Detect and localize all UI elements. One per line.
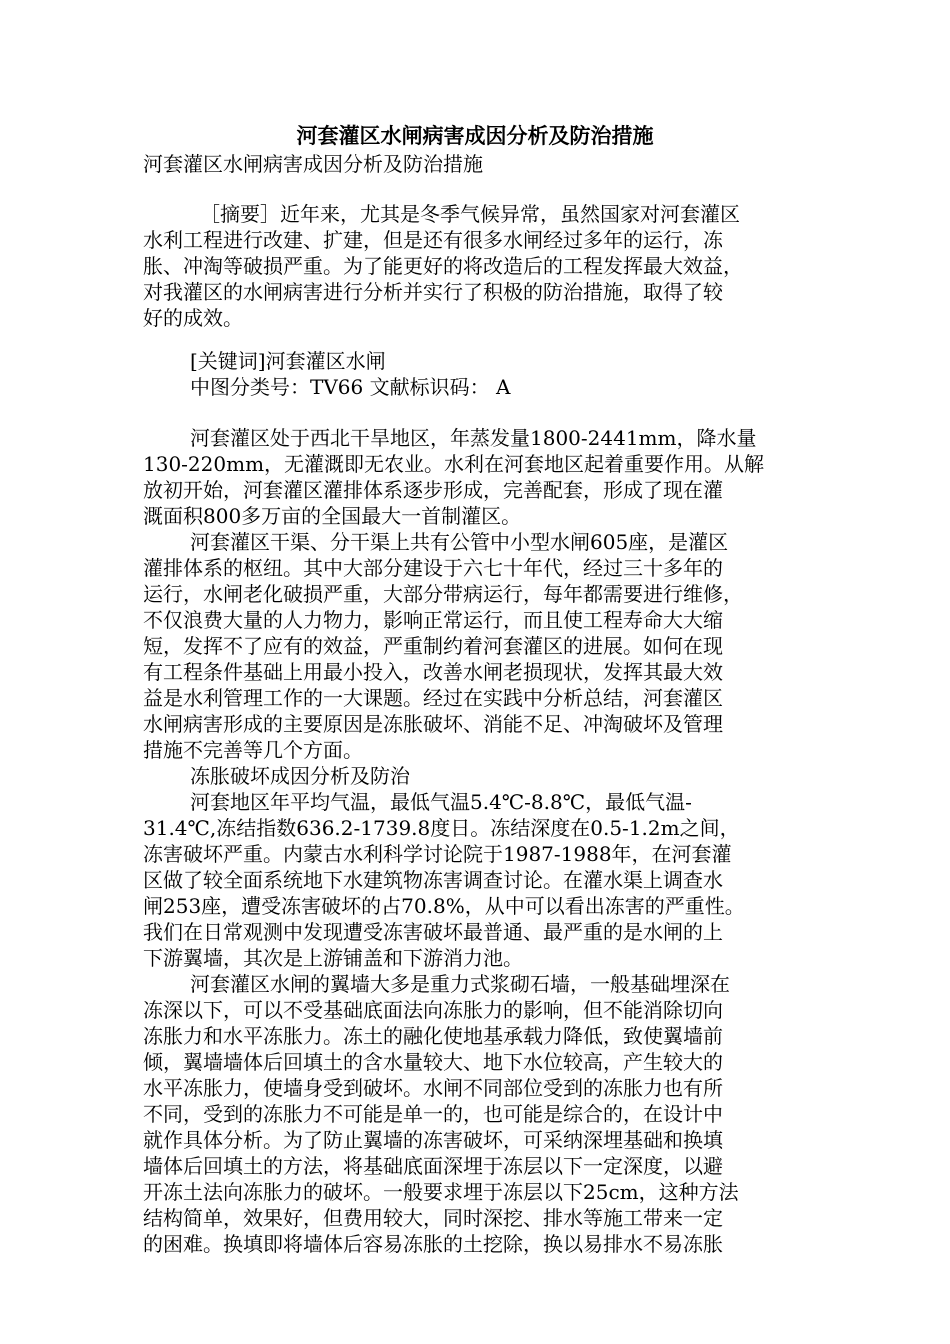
body-line: 河套地区年平均气温，最低气温5.4℃-8.8℃，最低气温- (190, 790, 692, 814)
body-line: 墙体后回填土的方法，将基础底面深埋于冻层以下一定深度，以避 (143, 1154, 723, 1178)
abstract-line: 水利工程进行改建、扩建，但是还有很多水闸经过多年的运行，冻 (143, 228, 723, 252)
body-line: 河套灌区干渠、分干渠上共有公管中小型水闸605座，是灌区 (190, 530, 729, 554)
abstract-line: ［摘要］近年来，尤其是冬季气候异常，虽然国家对河套灌区 (200, 202, 740, 226)
abstract-line: 对我灌区的水闸病害进行分析并实行了积极的防治措施，取得了较 (143, 280, 723, 304)
body-line: 结构简单，效果好，但费用较大，同时深挖、排水等施工带来一定 (143, 1206, 723, 1230)
body-line: 水平冻胀力，使墙身受到破坏。水闸不同部位受到的冻胀力也有所 (143, 1076, 723, 1100)
body-line: 措施不完善等几个方面。 (143, 738, 363, 762)
body-line: 我们在日常观测中发现遭受冻害破坏最普通、最严重的是水闸的上 (143, 920, 723, 944)
body-line: 31.4℃,冻结指数636.2-1739.8度日。冻结深度在0.5-1.2m之间， (143, 816, 740, 840)
body-line: 河套灌区处于西北干旱地区，年蒸发量1800-2441mm，降水量 (190, 426, 757, 450)
body-line: 开冻土法向冻胀力的破坏。一般要求埋于冻层以下25cm，这种方法 (143, 1180, 739, 1204)
abstract-line: 胀、冲淘等破损严重。为了能更好的将改造后的工程发挥最大效益， (143, 254, 743, 278)
body-line: 水闸病害形成的主要原因是冻胀破坏、消能不足、冲淘破坏及管理 (143, 712, 723, 736)
body-line: 灌排体系的枢纽。其中大部分建设于六七十年代，经过三十多年的 (143, 556, 723, 580)
classification-line: 中图分类号：TV66 文献标识码： A (190, 375, 511, 399)
body-line: 冻胀力和水平冻胀力。冻土的融化使地基承载力降低，致使翼墙前 (143, 1024, 723, 1048)
body-line: 冻深以下，可以不受基础底面法向冻胀力的影响，但不能消除切向 (143, 998, 723, 1022)
body-line: 运行，水闸老化破损严重，大部分带病运行，每年都需要进行维修， (143, 582, 743, 606)
body-line: 短，发挥不了应有的效益，严重制约着河套灌区的进展。如何在现 (143, 634, 723, 658)
body-line: 不仅浪费大量的人力物力，影响正常运行，而且使工程寿命大大缩 (143, 608, 723, 632)
body-line: 的困难。换填即将墙体后容易冻胀的土挖除，换以易排水不易冻胀 (143, 1232, 723, 1256)
body-line: 放初开始，河套灌区灌排体系逐步形成，完善配套，形成了现在灌 (143, 478, 723, 502)
body-line: 下游翼墙，其次是上游铺盖和下游消力池。 (143, 946, 523, 970)
body-line: 溉面积800多万亩的全国最大一首制灌区。 (143, 504, 522, 528)
body-line: 河套灌区水闸的翼墙大多是重力式浆砌石墙，一般基础埋深在 (190, 972, 730, 996)
document-subtitle: 河套灌区水闸病害成因分析及防治措施 (143, 152, 483, 176)
body-line: 区做了较全面系统地下水建筑物冻害调查讨论。在灌水渠上调查水 (143, 868, 723, 892)
body-line: 有工程条件基础上用最小投入，改善水闸老损现状，发挥其最大效 (143, 660, 723, 684)
keywords-line: [关键词]河套灌区水闸 (190, 349, 386, 373)
document-title: 河套灌区水闸病害成因分析及防治措施 (296, 123, 654, 148)
body-line: 倾，翼墙墙体后回填土的含水量较大、地下水位较高，产生较大的 (143, 1050, 723, 1074)
body-line: 益是水利管理工作的一大课题。经过在实践中分析总结，河套灌区 (143, 686, 723, 710)
body-line: 130-220mm，无灌溉即无农业。水利在河套地区起着重要作用。从解 (143, 452, 765, 476)
section-heading: 冻胀破坏成因分析及防治 (190, 764, 410, 788)
abstract-line: 好的成效。 (143, 306, 243, 330)
body-line: 就作具体分析。为了防止翼墙的冻害破坏，可采纳深埋基础和换填 (143, 1128, 723, 1152)
body-line: 闸253座，遭受冻害破坏的占70.8%，从中可以看出冻害的严重性。 (143, 894, 745, 918)
body-line: 不同，受到的冻胀力不可能是单一的，也可能是综合的，在设计中 (143, 1102, 723, 1126)
body-line: 冻害破坏严重。内蒙古水利科学讨论院于1987-1988年，在河套灌 (143, 842, 732, 866)
